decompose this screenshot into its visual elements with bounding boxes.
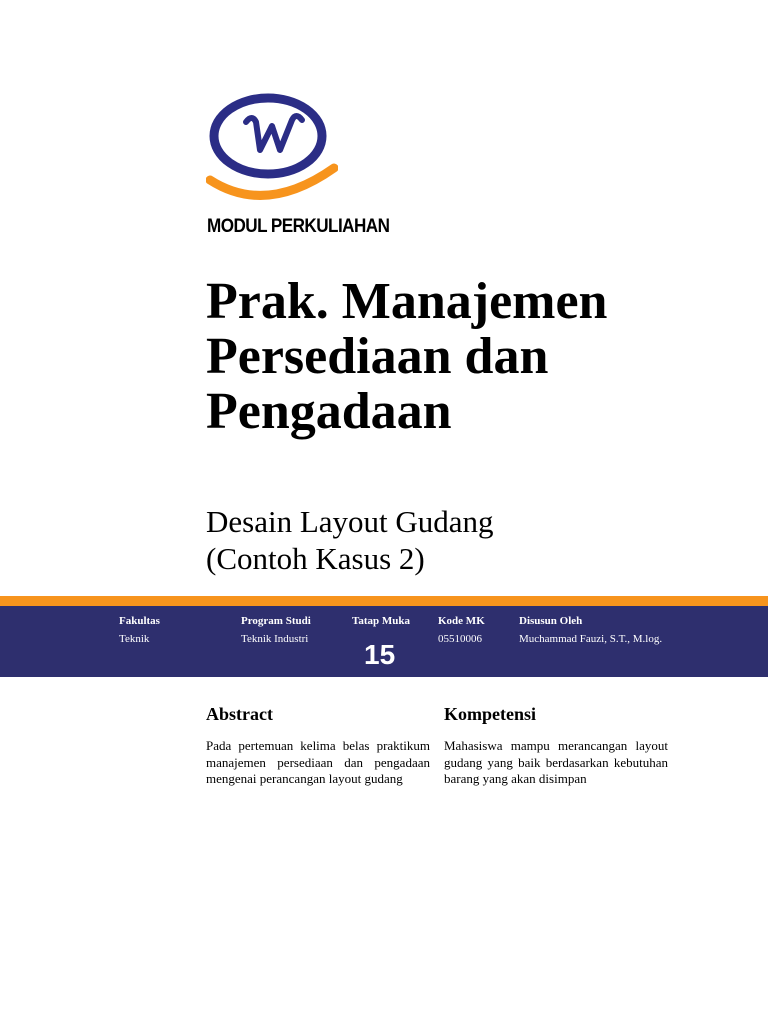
- fakultas-value: Teknik: [119, 633, 150, 645]
- prodi-label: Program Studi: [241, 615, 311, 627]
- penyusun-value: Muchammad Fauzi, S.T., M.log.: [519, 633, 663, 645]
- subtitle-line-2: (Contoh Kasus 2): [206, 541, 425, 576]
- fakultas-label: Fakultas: [119, 615, 160, 627]
- university-logo-icon: [206, 92, 338, 204]
- penyusun-label: Disusun Oleh: [519, 615, 583, 627]
- subtitle: [206, 503, 494, 577]
- main-title-line-1: Prak. Manajemen: [206, 273, 608, 330]
- main-title-line-2: Persediaan dan: [206, 328, 549, 385]
- tatap-muka-value: 15: [364, 639, 396, 670]
- course-info-band: [0, 606, 768, 677]
- prodi-value: Teknik Industri: [241, 633, 309, 645]
- main-title: [206, 274, 607, 439]
- modul-label: MODUL PERKULIAHAN: [207, 216, 390, 237]
- kompetensi-heading: Kompetensi: [444, 704, 536, 724]
- kode-label: Kode MK: [438, 615, 485, 627]
- subtitle-line-1: Desain Layout Gudang: [206, 504, 494, 539]
- abstract-heading: Abstract: [206, 704, 273, 724]
- abstract-body: Pada pertemuan kelima belas praktikum manajemen persediaan dan pengadaan mengenai perancangan layout gudang: [206, 738, 430, 786]
- main-title-line-3: Pengadaan: [206, 383, 452, 440]
- kompetensi-body: Mahasiswa mampu merancangan layout gudang yang baik berdasarkan kebutuhan barang yang akan disimpan: [444, 738, 668, 786]
- tatap-muka-label: Tatap Muka: [352, 615, 410, 627]
- kode-value: 05510006: [438, 633, 482, 645]
- orange-divider: [0, 596, 768, 606]
